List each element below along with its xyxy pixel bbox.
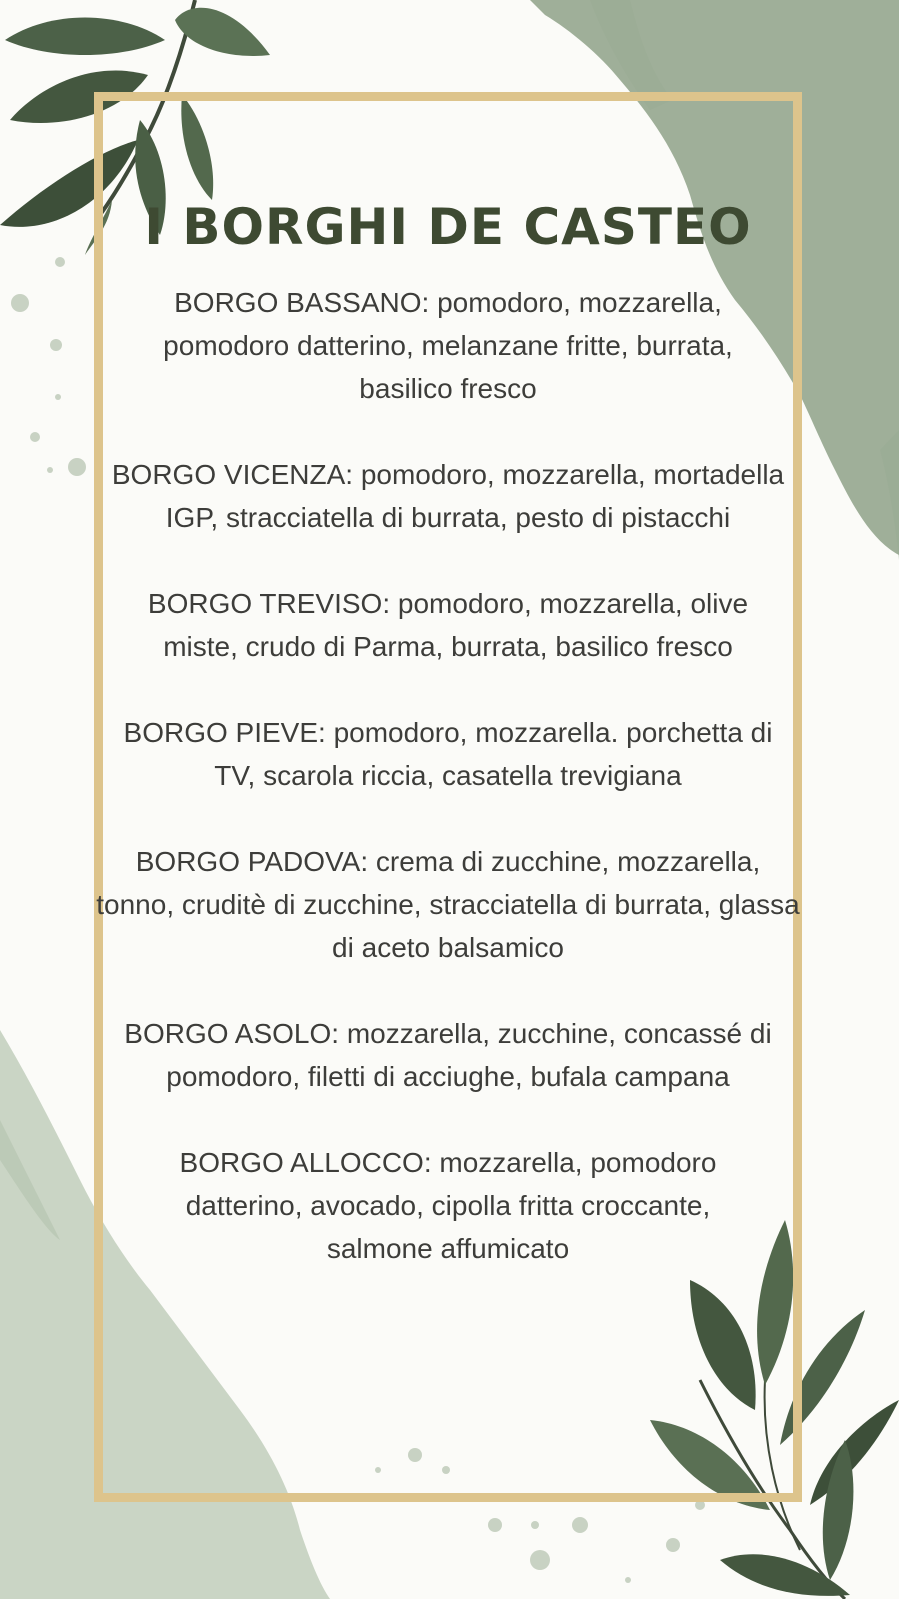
page-title: I BORGHI DE CASTEO	[144, 198, 752, 256]
menu-item-bassano: BORGO BASSANO: pomodoro, mozzarella, pomodoro datterino, melanzane fritte, burrata, basilico fresco	[163, 287, 733, 404]
item-name: BORGO BASSANO	[174, 287, 422, 318]
item-ingredients: crema di zucchine, mozzarella, tonno, cruditè di zucchine, stracciatella di burrata, glassa di aceto balsamico	[96, 846, 800, 963]
menu-item-padova: BORGO PADOVA: crema di zucchine, mozzarella, tonno, cruditè di zucchine, stracciatella di burrata, glassa di aceto balsamico	[96, 846, 800, 963]
menu-item-asolo: BORGO ASOLO: mozzarella, zucchine, concassé di pomodoro, filetti di acciughe, bufala campana	[124, 1018, 772, 1092]
item-name: BORGO TREVISO	[147, 588, 383, 619]
menu-item-treviso: BORGO TREVISO: pomodoro, mozzarella, olive miste, crudo di Parma, burrata, basilico fresco	[147, 588, 749, 662]
menu-item-pieve: BORGO PIEVE: pomodoro, mozzarella. porchetta di TV, scarola riccia, casatella trevigiana	[123, 717, 773, 791]
item-ingredients: pomodoro, mozzarella, mortadella IGP, stracciatella di burrata, pesto di pistacchi	[165, 459, 785, 533]
menu-list	[94, 281, 802, 1313]
menu-item-vicenza: BORGO VICENZA: pomodoro, mozzarella, mortadella IGP, stracciatella di burrata, pesto di pistacchi	[111, 459, 785, 533]
item-ingredients: pomodoro, mozzarella, olive miste, crudo di Parma, burrata, basilico fresco	[163, 588, 749, 662]
item-ingredients: mozzarella, zucchine, concassé di pomodoro, filetti di acciughe, bufala campana	[166, 1018, 772, 1092]
item-name: BORGO ALLOCCO	[179, 1147, 424, 1178]
item-name: BORGO PIEVE	[123, 717, 319, 748]
item-ingredients: mozzarella, pomodoro datterino, avocado, cipolla fritta croccante, salmone affumicato	[185, 1147, 717, 1264]
menu-item-allocco: BORGO ALLOCCO: mozzarella, pomodoro datterino, avocado, cipolla fritta croccante, salmone affumicato	[179, 1147, 717, 1264]
item-ingredients: pomodoro, mozzarella. porchetta di TV, scarola riccia, casatella trevigiana	[214, 717, 773, 791]
item-ingredients: pomodoro, mozzarella, pomodoro datterino, melanzane fritte, burrata, basilico fresco	[163, 287, 733, 404]
item-name: BORGO ASOLO	[124, 1018, 332, 1049]
item-name: BORGO VICENZA	[111, 459, 346, 490]
item-name: BORGO PADOVA	[135, 846, 361, 877]
